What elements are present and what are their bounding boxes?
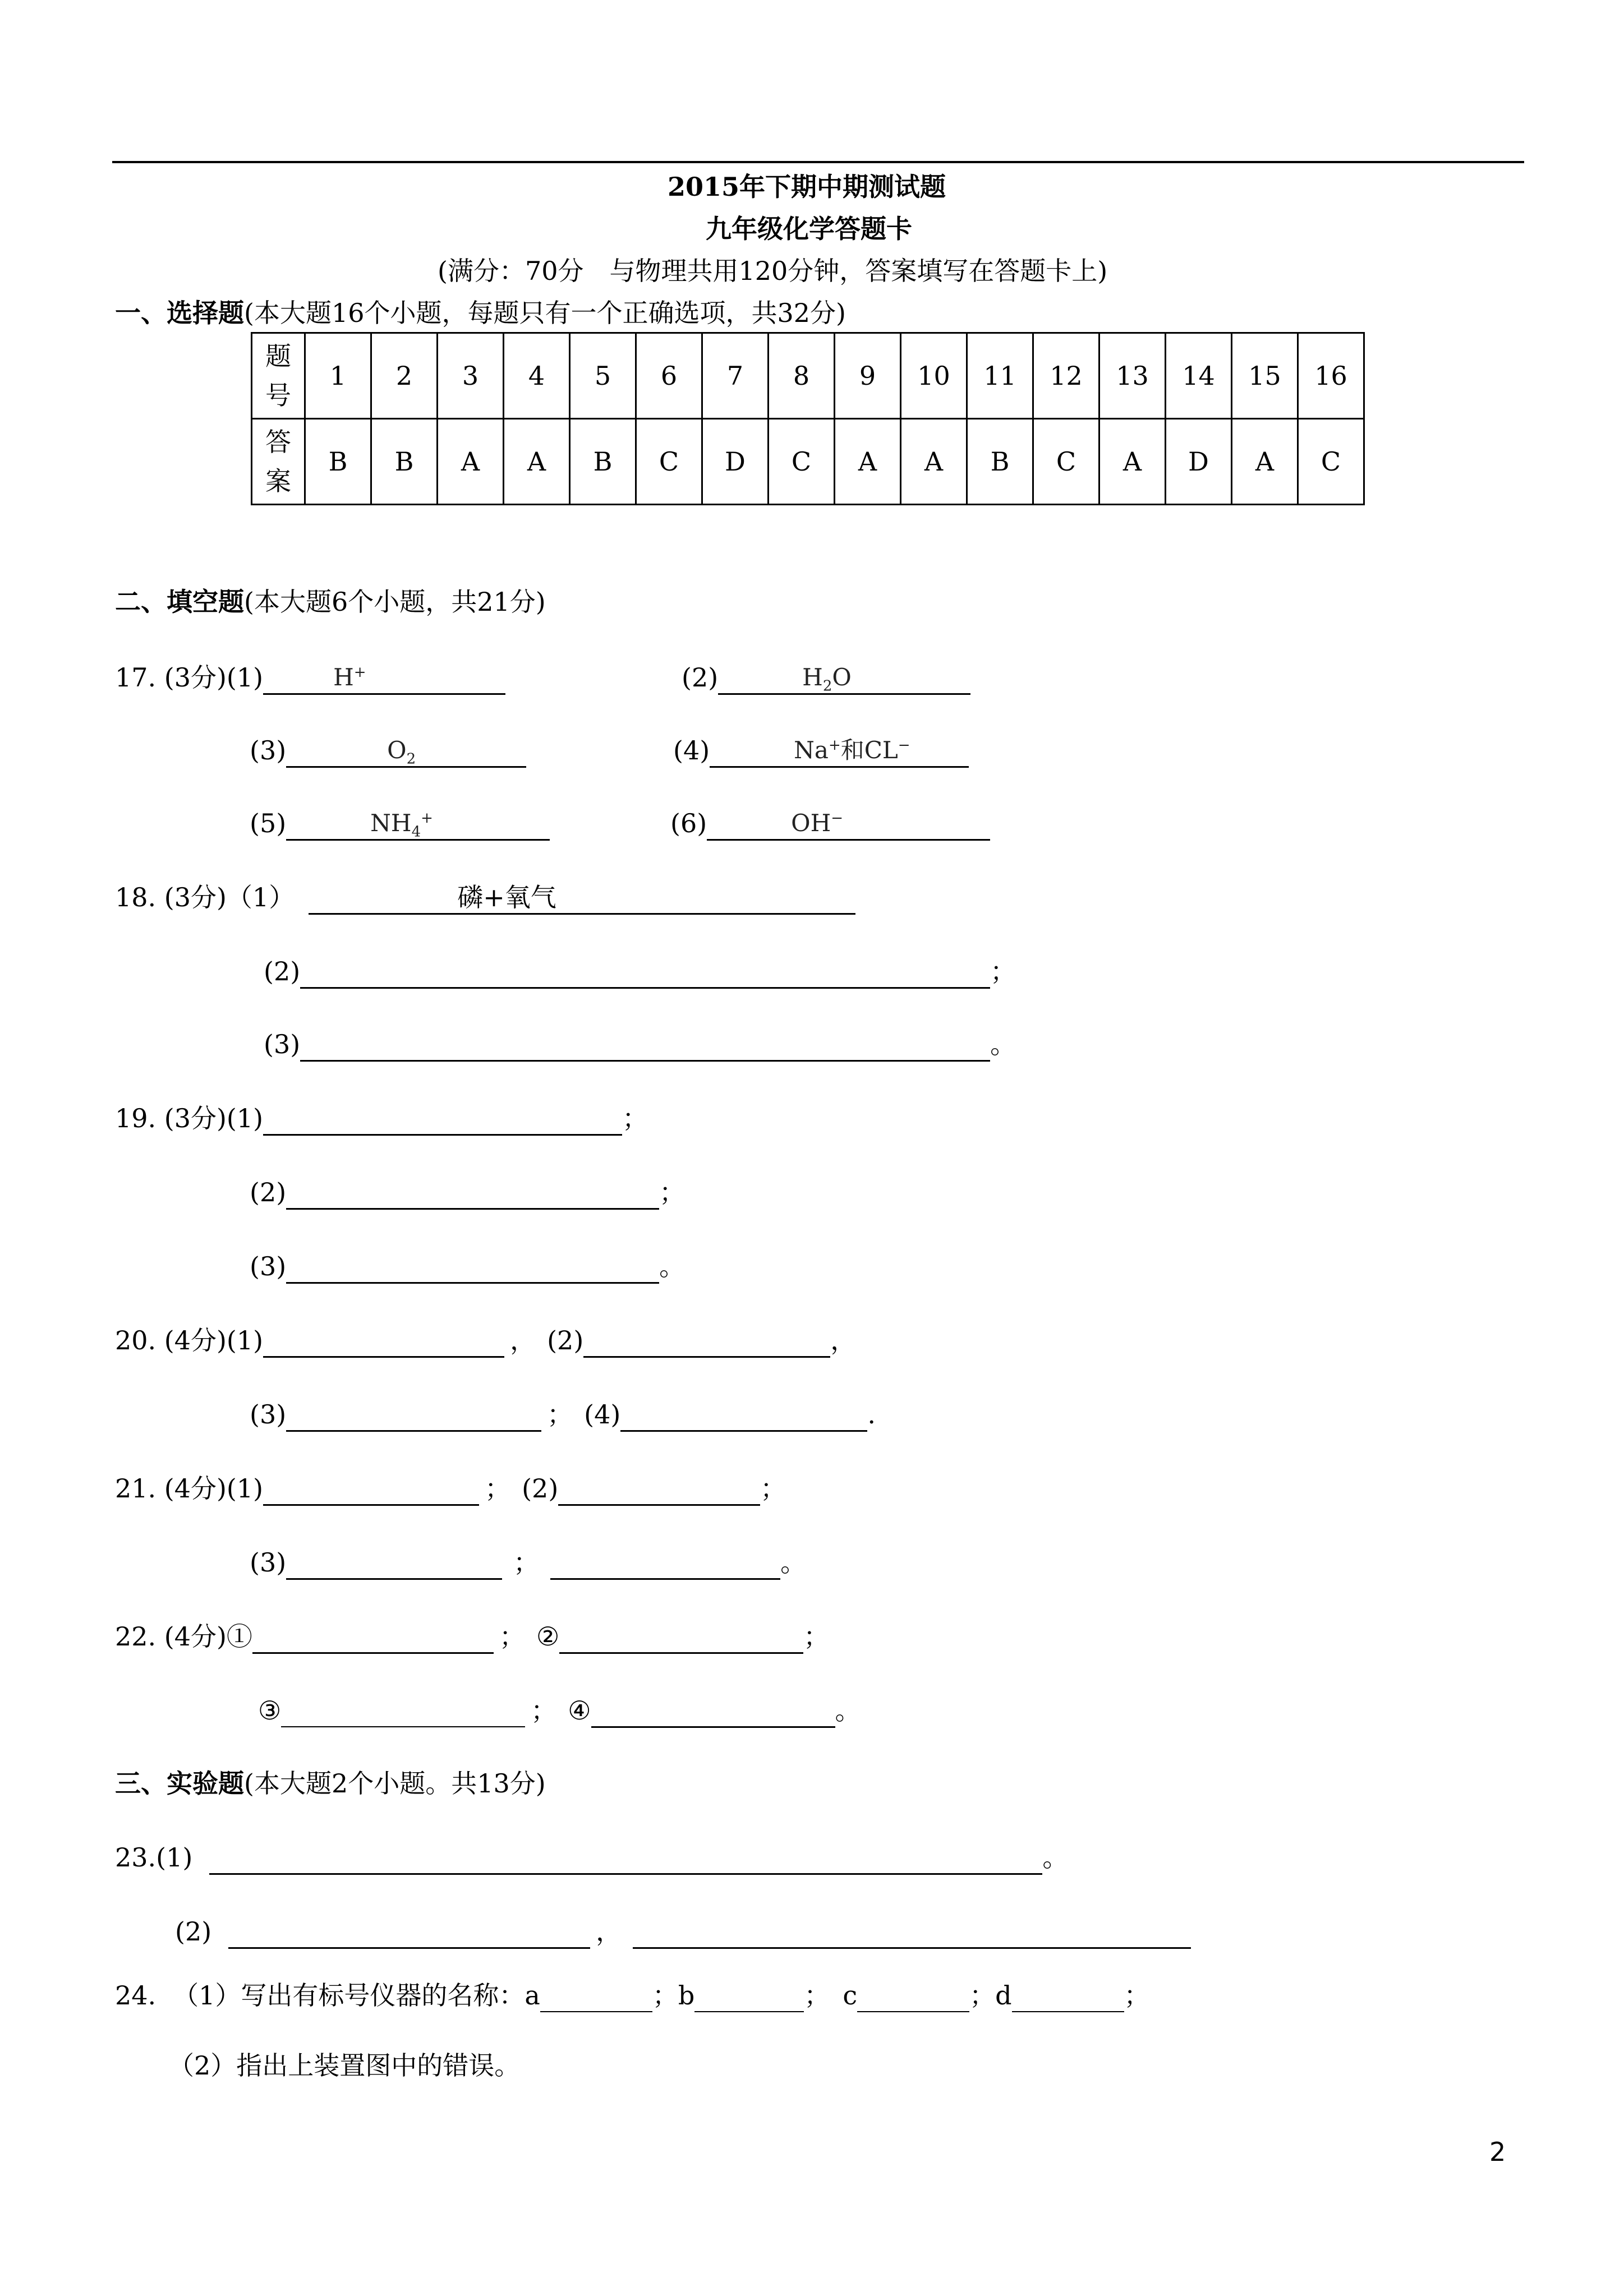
q20-label-2: (2) xyxy=(547,1325,584,1356)
q18-label-3: (3) xyxy=(264,1029,301,1059)
row-label-answer: 答案 xyxy=(252,419,305,505)
q20-row1 xyxy=(115,1325,856,1358)
q20-punct-3: ； xyxy=(547,1399,573,1430)
question-number-cell: 5 xyxy=(570,333,636,419)
q21-answer-4[interactable] xyxy=(550,1547,780,1580)
answer-table-row-numbers xyxy=(252,333,1364,419)
q22-punct-4: 。 xyxy=(835,1695,861,1726)
q17-label: 17. (3分)(1) xyxy=(115,662,264,693)
q21-label: 21. (4分)(1) xyxy=(115,1473,264,1504)
q20-answer-4[interactable] xyxy=(620,1399,867,1432)
q17-row3 xyxy=(250,808,550,841)
question-number-cell: 1 xyxy=(305,333,371,419)
q24-label: 24. xyxy=(115,1980,157,2011)
q21-label-3: (3) xyxy=(250,1547,287,1578)
question-number-cell: 9 xyxy=(835,333,901,419)
answer-cell[interactable]: A xyxy=(1099,419,1166,505)
q23-label-2: (2) xyxy=(175,1916,212,1947)
q20-punct-4: . xyxy=(867,1399,876,1430)
q17-answer-3[interactable]: $O_2$ xyxy=(286,735,526,768)
q24-line1: （1）写出有标号仪器的名称：a xyxy=(173,1980,540,2011)
page-number: 2 xyxy=(1489,2137,1506,2167)
q18-label-2: (2) xyxy=(264,956,301,986)
row-label-number: 题号 xyxy=(252,333,305,419)
q21-row2 xyxy=(250,1547,806,1580)
question-number-cell: 13 xyxy=(1099,333,1166,419)
answer-cell[interactable]: C xyxy=(1033,419,1099,505)
answer-cell[interactable]: C xyxy=(769,419,835,505)
section1-heading: 一、选择题 xyxy=(115,298,244,328)
q22-label-3: ③ xyxy=(258,1695,282,1726)
q24-answer-c[interactable] xyxy=(857,1980,969,2012)
q22-answer-3[interactable] xyxy=(281,1695,525,1727)
q17-row2b xyxy=(673,735,969,768)
q20-punct-1: ， xyxy=(510,1325,536,1356)
q21-punct-3: ； xyxy=(513,1547,540,1578)
q21-punct-1: ； xyxy=(485,1473,511,1504)
q20-label: 20. (4分)(1) xyxy=(115,1325,264,1356)
answer-cell[interactable]: D xyxy=(1166,419,1232,505)
top-rule xyxy=(112,161,1524,163)
q19-answer-1[interactable] xyxy=(263,1103,622,1136)
q18-punct-2: ； xyxy=(990,956,1016,986)
section2-desc: (本大题6个小题，共21分) xyxy=(244,587,546,617)
q19-label: 19. (3分)(1) xyxy=(115,1103,264,1133)
answer-table xyxy=(251,332,1365,505)
answer-cell[interactable]: A xyxy=(901,419,967,505)
q22-answer-4[interactable] xyxy=(591,1695,835,1728)
q17-label-6: (6) xyxy=(670,808,707,838)
q24-label-d: ；d xyxy=(969,1980,1012,2011)
header-note: (满分：70分 与物理共用120分钟，答案填写在答题卡上) xyxy=(438,256,1108,286)
question-number-cell: 3 xyxy=(438,333,504,419)
answer-cell[interactable]: B xyxy=(305,419,371,505)
q19-punct-2: ； xyxy=(659,1177,686,1207)
q17-answer-1[interactable]: H+ xyxy=(263,662,505,695)
q23-label: 23.(1) xyxy=(115,1842,193,1873)
q17-label-4: (4) xyxy=(673,735,710,766)
answer-table-row-answers xyxy=(252,419,1364,505)
q17-row1 xyxy=(115,662,505,695)
q17-row1b xyxy=(682,662,970,695)
page-title: 2015年下期中期测试题 xyxy=(668,172,946,202)
q24-end: ； xyxy=(1124,1980,1150,2011)
q20-label-4: (4) xyxy=(584,1399,621,1430)
q23-row2 xyxy=(175,1916,1191,1949)
q17-label-3: (3) xyxy=(250,735,287,766)
q19-row2 xyxy=(250,1177,685,1210)
q24-answer-a[interactable] xyxy=(540,1980,652,2012)
q23-answer-3[interactable] xyxy=(633,1916,1191,1949)
q21-answer-1[interactable] xyxy=(263,1473,479,1506)
q17-label-2: (2) xyxy=(682,662,719,693)
q24-answer-b[interactable] xyxy=(694,1980,804,2012)
q19-row1 xyxy=(115,1103,648,1136)
q22-label-4: ④ xyxy=(568,1695,591,1726)
page-subtitle: 九年级化学答题卡 xyxy=(706,214,912,244)
question-number-cell: 7 xyxy=(702,333,769,419)
q21-answer-2[interactable] xyxy=(558,1473,760,1506)
q22-answer-1[interactable] xyxy=(252,1621,494,1654)
answer-cell[interactable]: A xyxy=(1232,419,1298,505)
q20-answer-1[interactable] xyxy=(263,1325,504,1358)
q23-answer-2[interactable] xyxy=(228,1916,590,1949)
q24-row1 xyxy=(115,1980,1150,2012)
q18-row3 xyxy=(264,1029,1016,1062)
q22-punct-1: ； xyxy=(499,1621,525,1652)
answer-cell[interactable]: C xyxy=(1298,419,1364,505)
question-number-cell: 4 xyxy=(504,333,570,419)
q24-label-b: ；b xyxy=(652,1980,695,2011)
q21-punct-4: 。 xyxy=(780,1547,807,1578)
answer-cell[interactable]: D xyxy=(702,419,769,505)
q22-punct-2: ； xyxy=(803,1621,830,1652)
question-number-cell: 8 xyxy=(769,333,835,419)
q22-label: 22. (4分)① xyxy=(115,1621,252,1652)
question-number-cell: 14 xyxy=(1166,333,1232,419)
question-number-cell: 16 xyxy=(1298,333,1364,419)
question-number-cell: 2 xyxy=(371,333,438,419)
q21-answer-3[interactable] xyxy=(286,1547,502,1580)
q17-answer-5[interactable]: $NH_4^+$ xyxy=(286,808,550,841)
q18-answer-2[interactable] xyxy=(300,956,990,989)
q17-answer-4[interactable]: Na+和CL− xyxy=(710,735,969,768)
q21-label-2: (2) xyxy=(522,1473,559,1504)
q17-label-5: (5) xyxy=(250,808,287,838)
question-number-cell: 12 xyxy=(1033,333,1099,419)
q18-punct-3: 。 xyxy=(990,1029,1016,1059)
q18-row1 xyxy=(115,882,855,915)
section3-desc: (本大题2个小题。共13分) xyxy=(244,1768,546,1799)
section1-desc: (本大题16个小题，每题只有一个正确选项，共32分) xyxy=(244,298,846,328)
q22-punct-3: ； xyxy=(531,1695,557,1726)
q19-punct-1: ； xyxy=(622,1103,648,1133)
q20-punct-2: ， xyxy=(830,1325,857,1356)
section1-header xyxy=(115,297,846,329)
answer-cell[interactable]: A xyxy=(835,419,901,505)
q23-answer-1[interactable] xyxy=(209,1842,1042,1875)
answer-cell[interactable]: B xyxy=(967,419,1033,505)
question-number-cell: 10 xyxy=(901,333,967,419)
answer-cell[interactable]: A xyxy=(504,419,570,505)
q18-row2 xyxy=(264,956,1016,989)
q24-row2: （2）指出上装置图中的错误。 xyxy=(168,2050,521,2081)
section3-heading: 三、实验题 xyxy=(115,1768,244,1799)
q19-punct-3: 。 xyxy=(659,1251,686,1281)
q18-answer-3[interactable] xyxy=(300,1029,990,1062)
q17-answer-6[interactable]: OH− xyxy=(707,808,990,841)
q24-label-c: ； c xyxy=(804,1980,858,2011)
question-number-cell: 11 xyxy=(967,333,1033,419)
answer-cell[interactable]: A xyxy=(438,419,504,505)
q19-label-2: (2) xyxy=(250,1177,287,1207)
section2-heading: 二、填空题 xyxy=(115,587,244,617)
section2-header xyxy=(115,586,546,617)
q18-answer-1[interactable]: 磷+氧气 xyxy=(309,882,855,915)
q17-row3b xyxy=(670,808,990,841)
q18-label: 18. (3分)（1） xyxy=(115,882,295,912)
q20-row2 xyxy=(250,1399,876,1432)
q21-row1 xyxy=(115,1473,786,1506)
q22-row2 xyxy=(258,1695,861,1728)
q19-answer-3[interactable] xyxy=(286,1251,659,1284)
q20-label-3: (3) xyxy=(250,1399,287,1430)
answer-cell[interactable]: C xyxy=(636,419,702,505)
q22-answer-2[interactable] xyxy=(559,1621,803,1654)
q21-punct-2: ； xyxy=(760,1473,786,1504)
q19-label-3: (3) xyxy=(250,1251,287,1281)
section3-header xyxy=(115,1768,546,1799)
q19-answer-2[interactable] xyxy=(286,1177,659,1210)
q20-answer-2[interactable] xyxy=(583,1325,830,1358)
question-number-cell: 15 xyxy=(1232,333,1298,419)
q22-label-2: ② xyxy=(536,1621,560,1652)
q23-punct-2: ， xyxy=(596,1916,622,1947)
q17-answer-2[interactable]: $H_2O$ xyxy=(718,662,970,695)
q23-punct-1: 。 xyxy=(1042,1842,1069,1873)
question-number-cell: 6 xyxy=(636,333,702,419)
q23-row1 xyxy=(115,1842,1068,1875)
q20-answer-3[interactable] xyxy=(286,1399,541,1432)
q24-answer-d[interactable] xyxy=(1012,1980,1124,2012)
q22-row1 xyxy=(115,1621,829,1654)
q17-row2 xyxy=(250,735,526,768)
q19-row3 xyxy=(250,1251,685,1284)
answer-cell[interactable]: B xyxy=(371,419,438,505)
answer-cell[interactable]: B xyxy=(570,419,636,505)
